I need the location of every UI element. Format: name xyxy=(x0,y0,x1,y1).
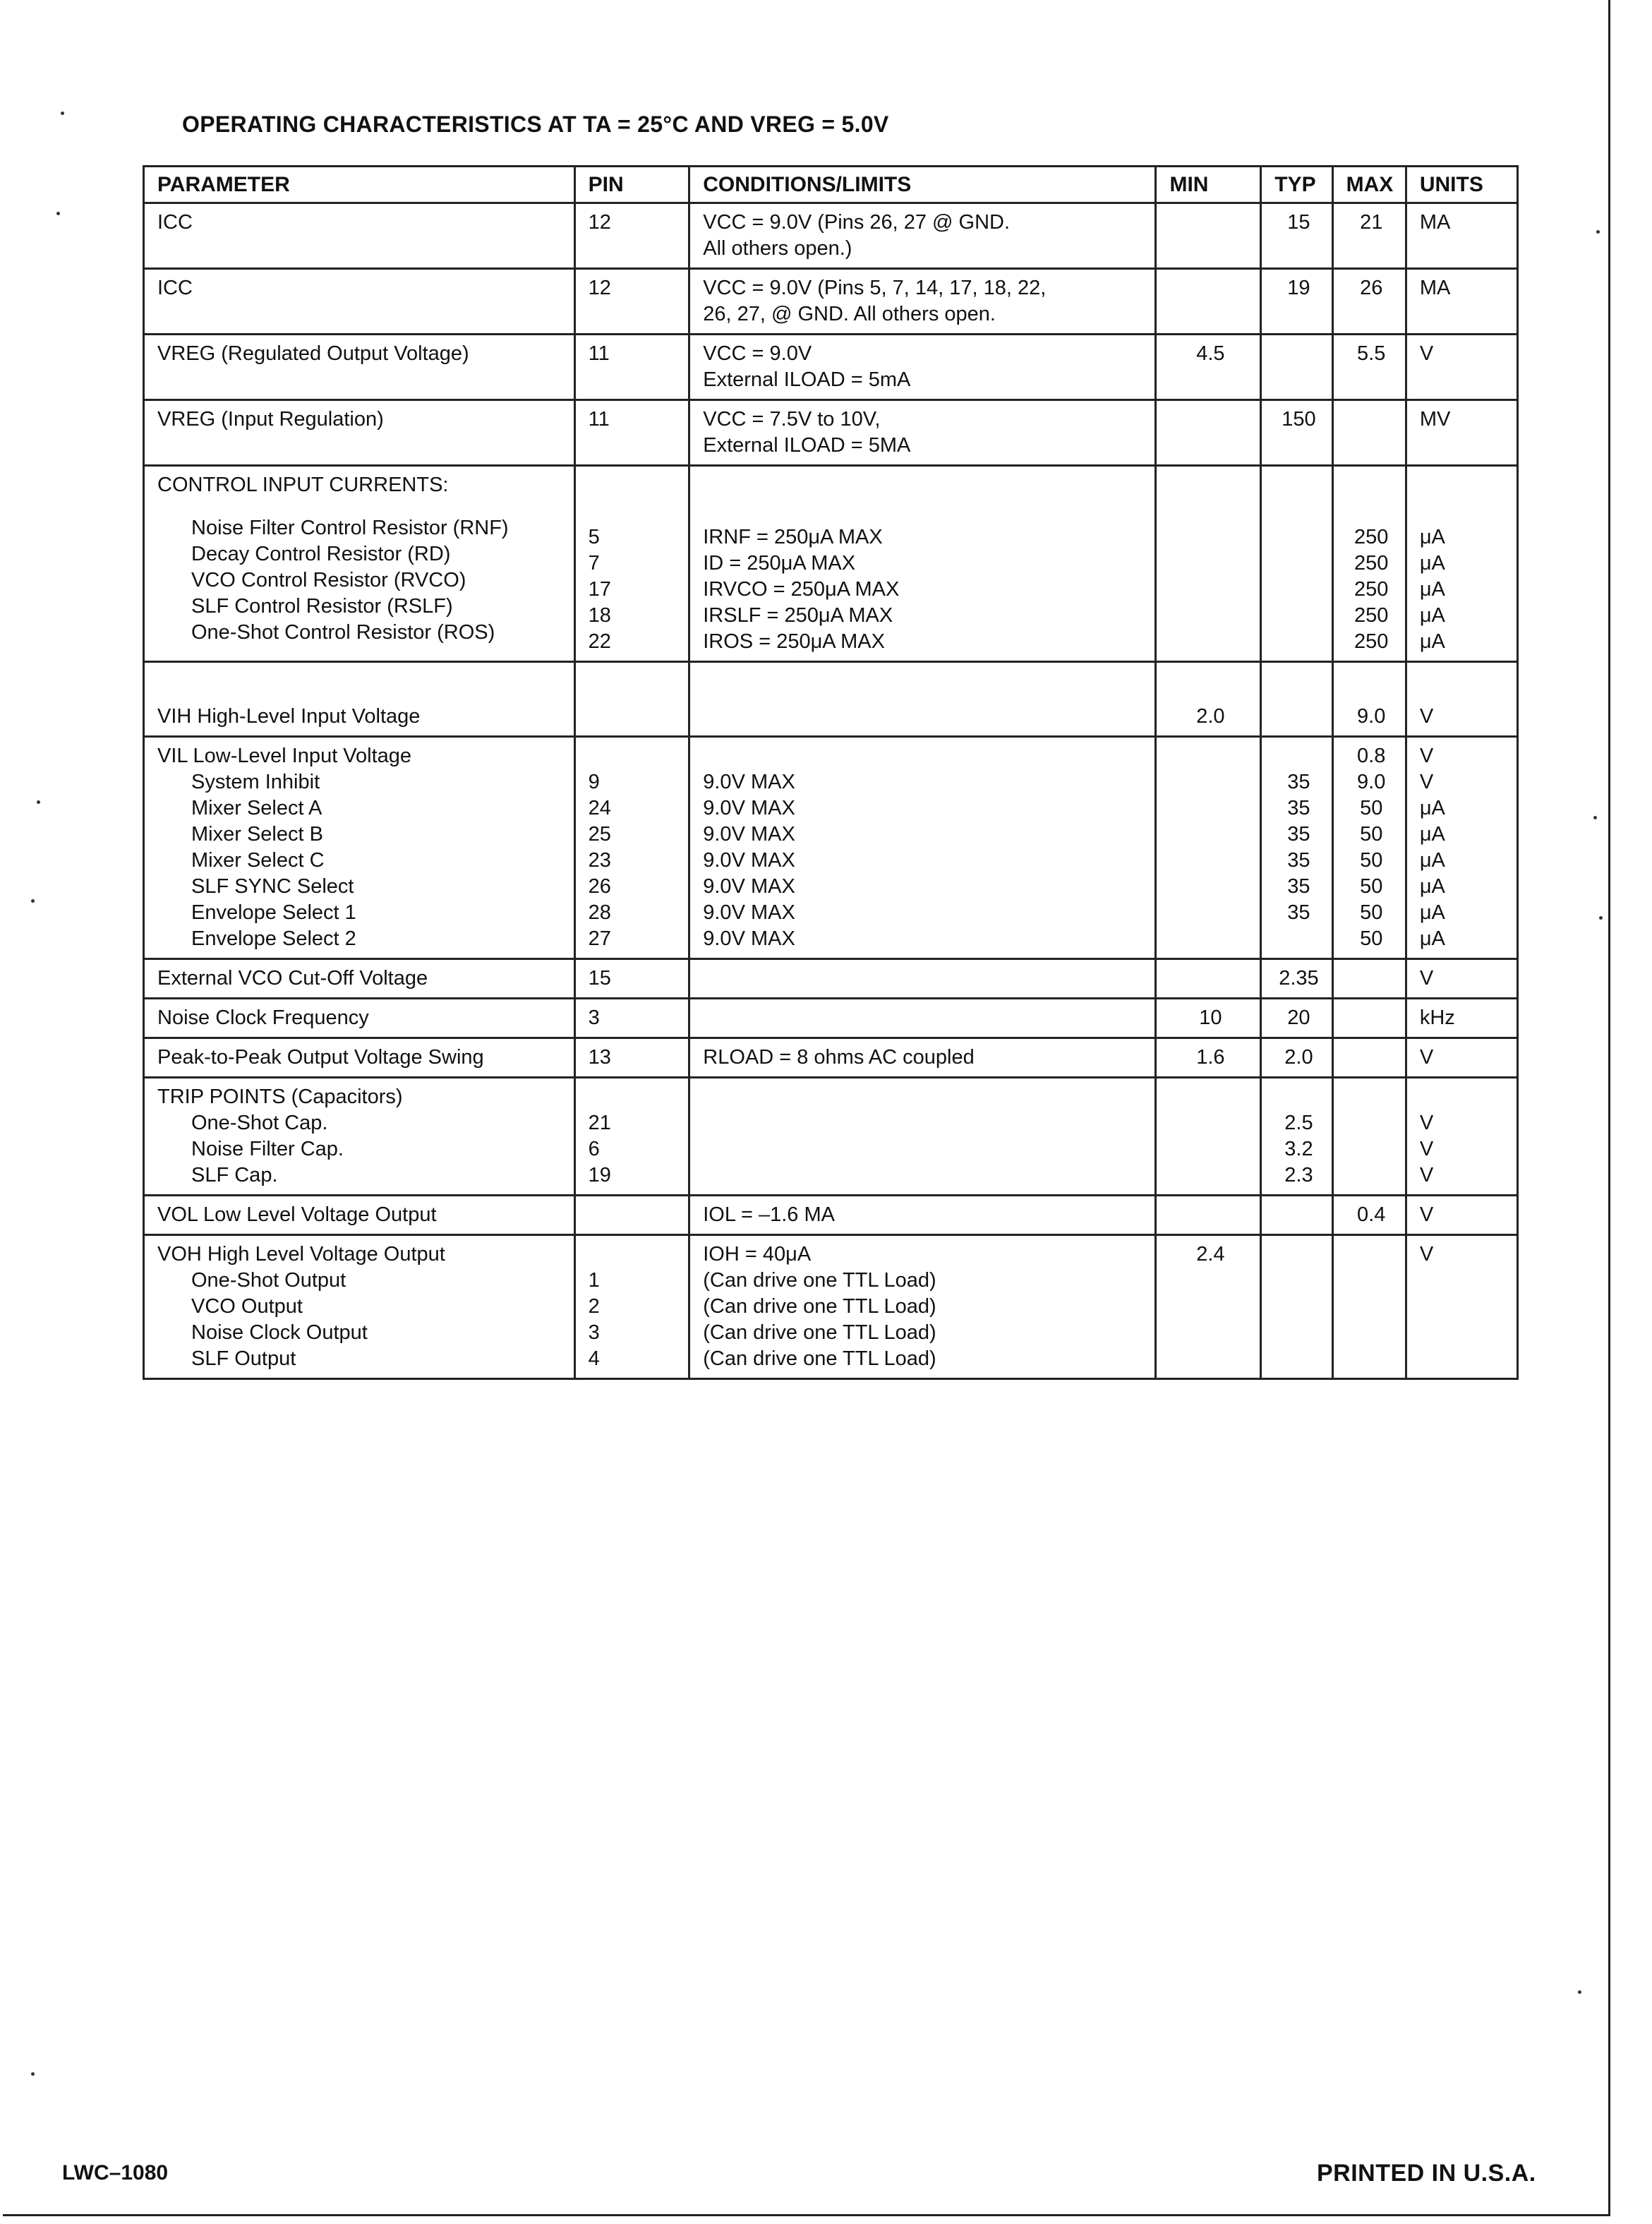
max-cell xyxy=(1332,203,1406,269)
param-cell xyxy=(144,400,575,466)
units-text: μA xyxy=(1419,901,1445,924)
units-text: V xyxy=(1419,1164,1434,1186)
param-cell xyxy=(144,1196,575,1235)
header-row xyxy=(144,167,1518,203)
table-row xyxy=(144,335,1518,400)
conditions-text: IRSLF = 250μA MAX xyxy=(703,604,893,627)
group-heading: CONTROL INPUT CURRENTS: xyxy=(157,474,449,496)
pin-text: 7 xyxy=(588,552,600,575)
units-text: μA xyxy=(1419,552,1445,575)
units-text: V xyxy=(1419,771,1434,793)
units-text: μA xyxy=(1419,630,1445,653)
param-text: VREG (Input Regulation) xyxy=(157,408,384,431)
conditions-text: IOH = 40μA xyxy=(703,1243,812,1266)
min-value: 2.0 xyxy=(1196,705,1225,728)
typ-value: 2.0 xyxy=(1284,1046,1313,1069)
conditions-cell xyxy=(689,203,1156,269)
table-row xyxy=(144,400,1518,466)
conditions-text: IRVCO = 250μA MAX xyxy=(703,578,900,601)
param-text: Noise Filter Cap. xyxy=(191,1138,344,1160)
units-text: μA xyxy=(1419,797,1445,819)
conditions-text: RLOAD = 8 ohms AC coupled xyxy=(703,1046,975,1069)
col-header-conditions: CONDITIONS/LIMITS xyxy=(689,167,1156,203)
conditions-text: IRNF = 250μA MAX xyxy=(703,526,883,548)
pin-text: 17 xyxy=(588,578,611,601)
pin-cell xyxy=(574,1038,689,1078)
conditions-text: 9.0V MAX xyxy=(703,875,795,898)
pin-text: 19 xyxy=(588,1164,611,1186)
pin-text: 6 xyxy=(588,1138,600,1160)
max-value: 50 xyxy=(1360,823,1383,846)
conditions-text: 9.0V MAX xyxy=(703,797,795,819)
param-cell xyxy=(144,466,575,662)
col-header-units: UNITS xyxy=(1406,167,1517,203)
param-text: Noise Clock Output xyxy=(191,1321,368,1344)
conditions-text: 9.0V MAX xyxy=(703,823,795,846)
conditions-text: 9.0V MAX xyxy=(703,901,795,924)
pin-text: 5 xyxy=(588,526,600,548)
document-code: LWC–1080 xyxy=(62,2161,169,2184)
min-cell xyxy=(1156,335,1261,400)
units-text: V xyxy=(1419,1138,1434,1160)
table-row xyxy=(144,737,1518,959)
group-heading: VOH High Level Voltage Output xyxy=(157,1243,445,1266)
units-cell xyxy=(1406,203,1517,269)
typ-cell xyxy=(1261,959,1332,999)
min-cell xyxy=(1156,999,1261,1038)
pin-text: 12 xyxy=(588,211,611,234)
param-cell xyxy=(144,737,575,959)
conditions-text: All others open.) xyxy=(703,237,852,260)
units-text: μA xyxy=(1419,604,1445,627)
max-cell xyxy=(1332,335,1406,400)
conditions-text: VCC = 9.0V xyxy=(703,342,812,365)
typ-cell xyxy=(1261,1235,1332,1379)
typ-value: 15 xyxy=(1287,211,1310,234)
param-cell xyxy=(144,959,575,999)
typ-value: 3.2 xyxy=(1284,1138,1313,1160)
pin-text: 27 xyxy=(588,927,611,950)
typ-value: 35 xyxy=(1287,771,1310,793)
pin-text: 3 xyxy=(588,1321,600,1344)
min-cell xyxy=(1156,203,1261,269)
param-cell xyxy=(144,203,575,269)
units-text: μA xyxy=(1419,526,1445,548)
param-text: SLF SYNC Select xyxy=(191,875,354,898)
min-value: 10 xyxy=(1199,1006,1222,1029)
table-row xyxy=(144,959,1518,999)
pin-text: 3 xyxy=(588,1006,600,1029)
scan-speck xyxy=(1593,816,1597,819)
param-cell xyxy=(144,1235,575,1379)
param-cell xyxy=(144,662,575,737)
param-text: SLF Control Resistor (RSLF) xyxy=(191,595,453,618)
units-text: kHz xyxy=(1419,1006,1455,1029)
pin-text: 18 xyxy=(588,604,611,627)
pin-cell xyxy=(574,400,689,466)
units-cell xyxy=(1406,1196,1517,1235)
min-cell xyxy=(1156,269,1261,335)
min-cell xyxy=(1156,959,1261,999)
param-text: One-Shot Cap. xyxy=(191,1112,328,1134)
param-cell xyxy=(144,1078,575,1196)
table-row xyxy=(144,1078,1518,1196)
max-value: 0.4 xyxy=(1357,1203,1386,1226)
param-text: Mixer Select C xyxy=(191,849,325,872)
pin-text: 28 xyxy=(588,901,611,924)
units-text: MV xyxy=(1419,408,1451,431)
min-cell xyxy=(1156,1196,1261,1235)
max-cell xyxy=(1332,400,1406,466)
table-row xyxy=(144,466,1518,662)
pin-text: 12 xyxy=(588,277,611,299)
conditions-cell xyxy=(689,999,1156,1038)
pin-text: 9 xyxy=(588,771,600,793)
pin-text: 21 xyxy=(588,1112,611,1134)
pin-text: 22 xyxy=(588,630,611,653)
typ-cell xyxy=(1261,335,1332,400)
min-cell xyxy=(1156,400,1261,466)
conditions-cell xyxy=(689,737,1156,959)
conditions-text: VCC = 9.0V (Pins 26, 27 @ GND. xyxy=(703,211,1011,234)
units-cell xyxy=(1406,1038,1517,1078)
max-value: 250 xyxy=(1354,578,1389,601)
min-cell xyxy=(1156,662,1261,737)
max-value: 26 xyxy=(1360,277,1383,299)
conditions-text: External ILOAD = 5mA xyxy=(703,368,911,391)
pin-cell xyxy=(574,662,689,737)
table-row xyxy=(144,999,1518,1038)
typ-value: 35 xyxy=(1287,849,1310,872)
max-cell xyxy=(1332,959,1406,999)
pin-cell xyxy=(574,466,689,662)
group-heading: TRIP POINTS (Capacitors) xyxy=(157,1086,403,1108)
conditions-text: (Can drive one TTL Load) xyxy=(703,1347,936,1370)
pin-cell xyxy=(574,1235,689,1379)
pin-text: 15 xyxy=(588,967,611,990)
param-cell xyxy=(144,269,575,335)
max-value: 9.0 xyxy=(1357,771,1386,793)
max-value: 250 xyxy=(1354,604,1389,627)
max-value: 50 xyxy=(1360,901,1383,924)
min-cell xyxy=(1156,1038,1261,1078)
max-cell xyxy=(1332,737,1406,959)
typ-value: 150 xyxy=(1282,408,1316,431)
pin-cell xyxy=(574,737,689,959)
param-text: SLF Cap. xyxy=(191,1164,278,1186)
units-text: μA xyxy=(1419,875,1445,898)
param-text: Noise Clock Frequency xyxy=(157,1006,369,1029)
conditions-text: 9.0V MAX xyxy=(703,771,795,793)
typ-value: 2.3 xyxy=(1284,1164,1313,1186)
units-text: μA xyxy=(1419,849,1445,872)
min-value: 1.6 xyxy=(1196,1046,1225,1069)
param-text: SLF Output xyxy=(191,1347,296,1370)
units-text: μA xyxy=(1419,927,1445,950)
printed-notice: PRINTED IN U.S.A. xyxy=(1317,2160,1536,2187)
typ-cell xyxy=(1261,269,1332,335)
pin-cell xyxy=(574,1196,689,1235)
pin-text: 13 xyxy=(588,1046,611,1069)
typ-cell xyxy=(1261,662,1332,737)
max-value: 50 xyxy=(1360,875,1383,898)
scan-speck xyxy=(61,112,64,115)
units-text: MA xyxy=(1419,277,1451,299)
conditions-cell xyxy=(689,400,1156,466)
conditions-cell xyxy=(689,959,1156,999)
conditions-text: IROS = 250μA MAX xyxy=(703,630,885,653)
param-cell xyxy=(144,999,575,1038)
param-text: ICC xyxy=(157,277,193,299)
min-value: 2.4 xyxy=(1196,1243,1225,1266)
pin-text: 23 xyxy=(588,849,611,872)
scan-speck xyxy=(31,899,35,903)
table-row xyxy=(144,662,1518,737)
conditions-text: (Can drive one TTL Load) xyxy=(703,1269,936,1292)
scan-speck xyxy=(31,2072,35,2076)
units-cell xyxy=(1406,737,1517,959)
param-text: One-Shot Output xyxy=(191,1269,346,1292)
pin-text: 11 xyxy=(588,342,610,365)
table-row xyxy=(144,203,1518,269)
units-cell xyxy=(1406,269,1517,335)
min-cell xyxy=(1156,1235,1261,1379)
param-text: VCO Output xyxy=(191,1295,303,1318)
typ-value: 35 xyxy=(1287,875,1310,898)
param-cell xyxy=(144,335,575,400)
pin-cell xyxy=(574,335,689,400)
max-value: 5.5 xyxy=(1357,342,1386,365)
conditions-cell xyxy=(689,466,1156,662)
group-heading: VIL Low-Level Input Voltage xyxy=(157,745,412,767)
param-text: VCO Control Resistor (RVCO) xyxy=(191,569,466,591)
typ-cell xyxy=(1261,203,1332,269)
conditions-text: IOL = –1.6 MA xyxy=(703,1203,835,1226)
min-cell xyxy=(1156,1078,1261,1196)
typ-value: 2.35 xyxy=(1279,967,1319,990)
units-cell xyxy=(1406,1235,1517,1379)
max-cell xyxy=(1332,1078,1406,1196)
units-text: V xyxy=(1419,705,1434,728)
conditions-text: External ILOAD = 5MA xyxy=(703,434,911,457)
conditions-text: 9.0V MAX xyxy=(703,849,795,872)
scan-speck xyxy=(1596,230,1600,234)
pin-cell xyxy=(574,999,689,1038)
max-value: 0.8 xyxy=(1357,745,1386,767)
max-value: 50 xyxy=(1360,927,1383,950)
param-text: VREG (Regulated Output Voltage) xyxy=(157,342,469,365)
param-text: Noise Filter Control Resistor (RNF) xyxy=(191,517,509,539)
max-cell xyxy=(1332,269,1406,335)
pin-text: 25 xyxy=(588,823,611,846)
conditions-text: (Can drive one TTL Load) xyxy=(703,1295,936,1318)
units-cell xyxy=(1406,999,1517,1038)
param-text: Mixer Select B xyxy=(191,823,323,846)
col-header-typ: TYP xyxy=(1261,167,1332,203)
units-text: V xyxy=(1419,1112,1434,1134)
units-text: V xyxy=(1419,967,1434,990)
conditions-cell xyxy=(689,1235,1156,1379)
typ-cell xyxy=(1261,737,1332,959)
col-header-pin: PIN xyxy=(574,167,689,203)
typ-value: 2.5 xyxy=(1284,1112,1313,1134)
units-text: μA xyxy=(1419,823,1445,846)
max-value: 250 xyxy=(1354,630,1389,653)
max-value: 9.0 xyxy=(1357,705,1386,728)
units-cell xyxy=(1406,1078,1517,1196)
col-header-parameter: PARAMETER xyxy=(144,167,575,203)
conditions-text: VCC = 9.0V (Pins 5, 7, 14, 17, 18, 22, xyxy=(703,277,1047,299)
param-text: VIH High-Level Input Voltage xyxy=(157,705,421,728)
param-text: Peak-to-Peak Output Voltage Swing xyxy=(157,1046,484,1069)
units-text: V xyxy=(1419,745,1434,767)
max-value: 21 xyxy=(1360,211,1383,234)
units-text: V xyxy=(1419,342,1434,365)
conditions-cell xyxy=(689,1078,1156,1196)
param-text: One-Shot Control Resistor (ROS) xyxy=(191,621,495,644)
units-cell xyxy=(1406,959,1517,999)
units-text: μA xyxy=(1419,578,1445,601)
units-cell xyxy=(1406,466,1517,662)
pin-cell xyxy=(574,203,689,269)
typ-cell xyxy=(1261,1196,1332,1235)
typ-value: 19 xyxy=(1287,277,1310,299)
max-value: 50 xyxy=(1360,797,1383,819)
typ-value: 35 xyxy=(1287,901,1310,924)
max-value: 250 xyxy=(1354,526,1389,548)
table-row xyxy=(144,1196,1518,1235)
col-header-max: MAX xyxy=(1332,167,1406,203)
param-text: External VCO Cut-Off Voltage xyxy=(157,967,428,990)
pin-cell xyxy=(574,959,689,999)
typ-value: 20 xyxy=(1287,1006,1310,1029)
param-text: Envelope Select 2 xyxy=(191,927,356,950)
conditions-cell xyxy=(689,1196,1156,1235)
typ-cell xyxy=(1261,1038,1332,1078)
min-value: 4.5 xyxy=(1196,342,1225,365)
scan-speck xyxy=(37,800,40,804)
scan-speck xyxy=(1578,1990,1581,1994)
typ-cell xyxy=(1261,400,1332,466)
conditions-text: VCC = 7.5V to 10V, xyxy=(703,408,881,431)
max-cell xyxy=(1332,662,1406,737)
units-text: V xyxy=(1419,1243,1434,1266)
conditions-text: 9.0V MAX xyxy=(703,927,795,950)
conditions-cell xyxy=(689,1038,1156,1078)
min-cell xyxy=(1156,466,1261,662)
typ-cell xyxy=(1261,466,1332,662)
pin-text: 24 xyxy=(588,797,611,819)
table-row xyxy=(144,1038,1518,1078)
scan-speck xyxy=(1599,916,1603,920)
conditions-cell xyxy=(689,335,1156,400)
units-text: MA xyxy=(1419,211,1451,234)
typ-value: 35 xyxy=(1287,797,1310,819)
characteristics-table xyxy=(143,165,1519,1380)
units-text: V xyxy=(1419,1046,1434,1069)
max-cell xyxy=(1332,1038,1406,1078)
pin-text: 26 xyxy=(588,875,611,898)
pin-cell xyxy=(574,269,689,335)
pin-text: 1 xyxy=(588,1269,600,1292)
max-value: 50 xyxy=(1360,849,1383,872)
max-cell xyxy=(1332,1235,1406,1379)
table-row xyxy=(144,1235,1518,1379)
max-cell xyxy=(1332,999,1406,1038)
units-cell xyxy=(1406,400,1517,466)
page-title: OPERATING CHARACTERISTICS AT TA = 25°C AND VREG = 5.0V xyxy=(182,112,889,137)
param-text: VOL Low Level Voltage Output xyxy=(157,1203,437,1226)
pin-cell xyxy=(574,1078,689,1196)
min-cell xyxy=(1156,737,1261,959)
pin-text: 11 xyxy=(588,408,610,431)
typ-cell xyxy=(1261,999,1332,1038)
pin-text: 4 xyxy=(588,1347,600,1370)
param-text: Mixer Select A xyxy=(191,797,322,819)
pin-text: 2 xyxy=(588,1295,600,1318)
max-cell xyxy=(1332,466,1406,662)
conditions-cell xyxy=(689,269,1156,335)
param-cell xyxy=(144,1038,575,1078)
max-value: 250 xyxy=(1354,552,1389,575)
conditions-text: (Can drive one TTL Load) xyxy=(703,1321,936,1344)
conditions-text: 26, 27, @ GND. All others open. xyxy=(703,303,996,325)
units-text: V xyxy=(1419,1203,1434,1226)
scan-speck xyxy=(56,212,60,215)
typ-cell xyxy=(1261,1078,1332,1196)
col-header-min: MIN xyxy=(1156,167,1261,203)
table-row xyxy=(144,269,1518,335)
param-text: System Inhibit xyxy=(191,771,320,793)
param-text: ICC xyxy=(157,211,193,234)
param-text: Envelope Select 1 xyxy=(191,901,356,924)
units-cell xyxy=(1406,335,1517,400)
param-text: Decay Control Resistor (RD) xyxy=(191,543,451,565)
typ-value: 35 xyxy=(1287,823,1310,846)
conditions-text: ID = 250μA MAX xyxy=(703,552,856,575)
max-cell xyxy=(1332,1196,1406,1235)
conditions-cell xyxy=(689,662,1156,737)
units-cell xyxy=(1406,662,1517,737)
